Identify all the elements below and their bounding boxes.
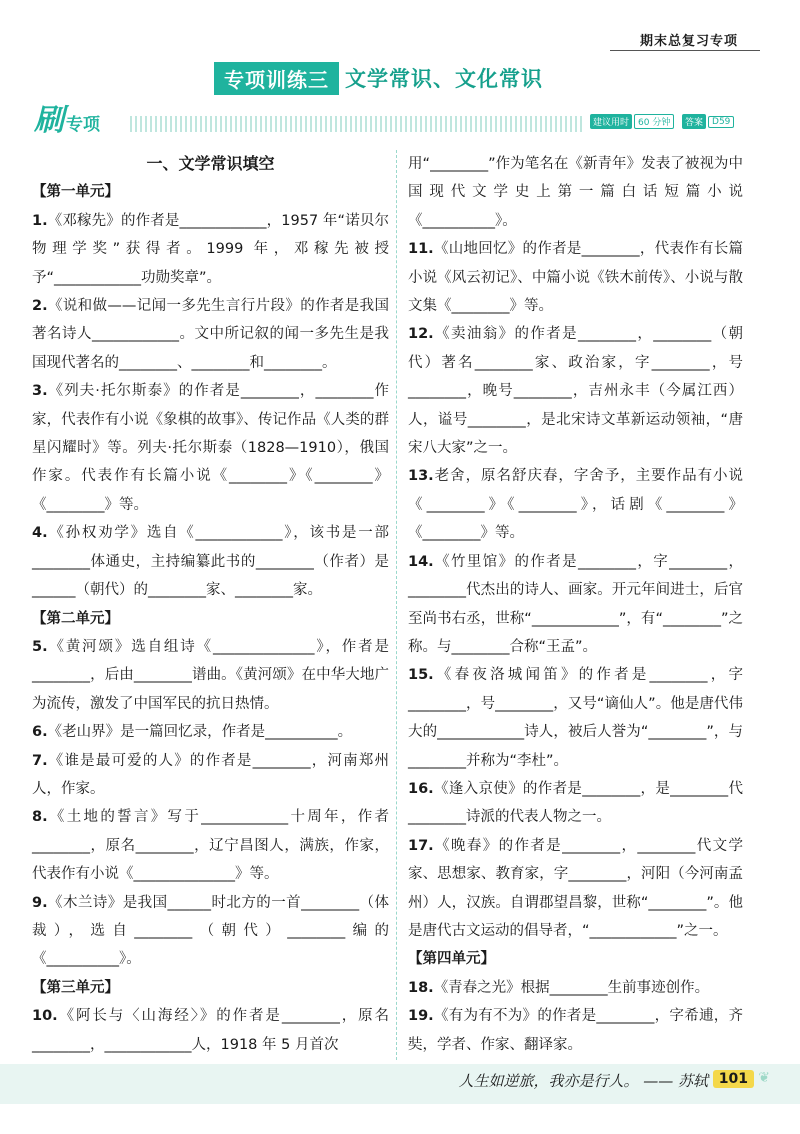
question-item: [32, 803, 389, 888]
section-title: 一、文学常识填空: [146, 154, 275, 173]
question-item: [32, 519, 389, 604]
question-item: [408, 661, 743, 775]
left-items: [32, 178, 389, 1059]
question-number: 13.: [408, 468, 434, 485]
brand: [34, 103, 100, 138]
question-item: [32, 292, 389, 377]
question-number: 17.: [408, 837, 434, 854]
question-text: 《说和做——记闻一多先生言行片段》的作者是我国著名诗人____________。文中所记叙的闻一多先生是我国现代著名的________、________和________。: [32, 298, 389, 371]
question-text: 《逢入京使》的作者是________，是________代________诗派的代表人物之一。: [408, 780, 743, 826]
question-number: 15.: [408, 667, 434, 684]
unit-heading: 【第四单元】: [408, 951, 495, 968]
question-text: 《山地回忆》的作者是________，代表作有长篇小说《风云初记》、中篇小说《铁木前传》、小说与散文集《________》等。: [408, 241, 743, 315]
suggested-time-value: 60 分钟: [634, 114, 674, 129]
question-text: 《列夫·托尔斯泰》的作者是________，________作家，代表作有小说《象棋的故事》、传记作品《人类的群星闪耀时》等。列夫·托尔斯泰（1828—1910），俄国作家。代表作有长篇小说《________》《________》《________》等。: [32, 383, 389, 513]
question-number: 19.: [408, 1008, 434, 1025]
question-text: 《谁是最可爱的人》的作者是________，河南郑州人，作家。: [32, 752, 389, 797]
right-column: [408, 150, 743, 1059]
question-number: 6.: [32, 724, 48, 741]
question-number: 4.: [32, 525, 48, 542]
question-item: [32, 747, 389, 804]
question-item: [408, 150, 743, 235]
question-number: 1.: [32, 212, 48, 229]
page-number: 101: [713, 1070, 754, 1088]
unit-heading: 【第一单元】: [32, 184, 119, 201]
question-text: 《竹里馆》的作者是________，字________，________代杰出的诗人、画家。开元年间进士，后官至尚书右丞，世称“____________”，有“________”之称。与________合称“王孟”。: [408, 553, 743, 655]
question-text: 《卖油翁》的作者是________，________（朝代）著名________家、政治家，字________，号________，晚号________，吉州永丰（今属江西）人，谥号________，是北宋诗文革新运动领袖，“唐宋八大家”之一。: [408, 326, 743, 457]
question-number: 11.: [408, 241, 434, 258]
suggested-time-tip: [590, 114, 674, 129]
question-item: [408, 974, 743, 1002]
question-number: 3.: [32, 383, 48, 400]
question-item: [32, 377, 389, 519]
question-number: 16.: [408, 780, 434, 797]
question-text: 用“________”作为笔名在《新青年》发表了被视为中国现代文学史上第一篇白话短篇小说《__________》。: [408, 156, 743, 229]
question-item: [408, 235, 743, 320]
question-item: [32, 633, 389, 718]
question-number: 7.: [32, 752, 48, 769]
question-text: 《有为有不为》的作者是________，字希逋，齐奘，学者、作家、翻译家。: [408, 1008, 743, 1053]
question-item: [32, 889, 389, 974]
question-text: 《黄河颂》选自组诗《______________》，作者是________，后由________谱曲。《黄河颂》在中华大地广为流传，激发了中国军民的抗日热情。: [32, 638, 389, 712]
unit-heading: 【第二单元】: [32, 610, 119, 627]
question-item: [408, 1002, 743, 1059]
question-item: [408, 320, 743, 462]
question-text: 《邓稼先》的作者是____________，1957 年“诺贝尔物理学奖”获得者。1999 年，邓稼先被授予“____________功勋奖章”。: [32, 212, 389, 286]
column-divider: [396, 150, 397, 1060]
question-item: [408, 775, 743, 832]
question-text: 老舍，原名舒庆春，字舍予，主要作品有小说《________》《________》，话剧《________》《________》等。: [408, 468, 743, 542]
question-item: [408, 548, 743, 662]
question-text: 《晚春》的作者是________，________代文学家、思想家、教育家，字________，河阳（今河南孟州）人，汉族。自谓郡望昌黎，世称“________”。他是唐代古文运动的倡导者，“____________”之一。: [408, 837, 743, 939]
question-number: 2.: [32, 298, 48, 315]
question-text: 《土地的誓言》写于____________十周年，作者________，原名________，辽宁昌图人，满族，作家，代表作有小说《______________》等。: [32, 809, 389, 883]
footer-quote: 人生如逆旅，我亦是行人。 —— 苏轼: [458, 1072, 708, 1090]
suggested-time-label: 建议用时: [590, 114, 632, 129]
question-text: 《春夜洛城闻笛》的作者是________，字________，号________，又号“谪仙人”。他是唐代伟大的____________诗人，被后人誉为“________”，与________并称为“李杜”。: [408, 667, 743, 769]
question-item: [408, 832, 743, 946]
brand-text: 专项: [66, 115, 100, 135]
question-number: 18.: [408, 979, 434, 996]
question-text: 《老山界》是一篇回忆录，作者是__________。: [47, 724, 353, 741]
answer-label: 答案: [682, 114, 706, 129]
question-text: 《孙权劝学》选自《____________》，该书是一部________体通史，主持编纂此书的________（作者）是______（朝代）的________家、________家。: [32, 525, 389, 599]
right-items: [408, 150, 743, 1059]
question-number: 10.: [32, 1008, 58, 1025]
top-rule: [610, 50, 760, 51]
question-number: 5.: [32, 638, 48, 655]
question-text: 《青春之光》根据________生前事迹创作。: [433, 979, 710, 996]
title-main: 文学常识、文化常识: [345, 67, 543, 91]
question-item: [32, 1002, 389, 1059]
question-text: 《阿长与〈山海经〉》的作者是________，原名________，____________人，1918 年 5 月首次: [32, 1008, 389, 1053]
question-item: [408, 462, 743, 547]
question-number: 12.: [408, 326, 434, 343]
page-title: [214, 62, 543, 94]
question-number: 8.: [32, 809, 48, 826]
unit-heading: 【第三单元】: [32, 979, 119, 996]
title-tag: 专项训练三: [214, 62, 339, 95]
question-item: [32, 718, 389, 746]
brand-mark: 刷: [34, 103, 64, 138]
question-item: [32, 207, 389, 292]
answer-value: D59: [708, 116, 734, 128]
top-label: 期末总复习专项: [639, 34, 738, 49]
answer-page-tip: [682, 114, 734, 129]
question-number: 14.: [408, 553, 434, 570]
question-text: 《木兰诗》是我国______时北方的一首________（体裁），选自________（朝代）________编的《__________》。: [32, 894, 389, 968]
leaf-icon: ❦: [758, 1070, 770, 1086]
left-column: [32, 150, 389, 1059]
decorative-dash-strip: [130, 116, 585, 132]
question-number: 9.: [32, 894, 48, 911]
